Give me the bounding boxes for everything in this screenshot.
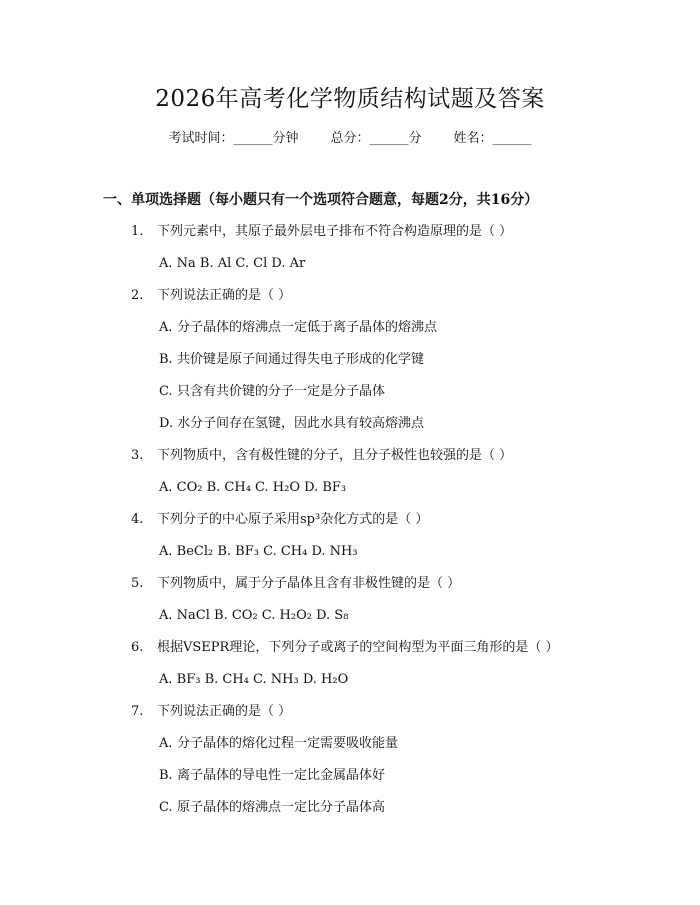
question-number: 7.	[131, 704, 144, 719]
question-text: 下列分子的中心原子采用sp³杂化方式的是（ ）	[157, 512, 429, 527]
question-text: 下列说法正确的是（ ）	[157, 288, 292, 303]
option-label: D.	[159, 416, 174, 431]
option-text: 共价键是原子间通过得失电子形成的化学键	[177, 352, 425, 367]
question-4	[131, 510, 428, 530]
exam-time-field: 考试时间：______分钟	[168, 131, 299, 146]
exam-info-line	[0, 129, 700, 149]
question-2	[131, 286, 291, 306]
option-label: A.	[159, 320, 173, 335]
question-5	[131, 574, 460, 594]
option-text: 只含有共价键的分子一定是分子晶体	[177, 384, 386, 399]
question-number: 3.	[131, 448, 144, 463]
question-6	[131, 638, 558, 658]
question-3-options: A. CO₂ B. CH₄ C. H₂O D. BF₃	[159, 480, 347, 495]
option-label: C.	[159, 384, 173, 399]
student-name-field: 姓名：______	[453, 131, 532, 146]
question-text: 下列说法正确的是（ ）	[157, 704, 292, 719]
option-text: 原子晶体的熔沸点一定比分子晶体高	[177, 800, 386, 815]
question-number: 6.	[131, 640, 144, 655]
question-text: 根据VSEPR理论，下列分子或离子的空间构型为平面三角形的是（ ）	[157, 640, 559, 655]
question-number: 2.	[131, 288, 144, 303]
option-label: A.	[159, 736, 173, 751]
question-number: 1.	[131, 224, 144, 239]
total-score-field: 总分：______分	[330, 131, 422, 146]
question-2-option-d	[159, 414, 424, 434]
option-text: 分子晶体的熔化过程一定需要吸收能量	[177, 736, 399, 751]
question-2-option-b	[159, 350, 424, 370]
option-text: 分子晶体的熔沸点一定低于离子晶体的熔沸点	[177, 320, 438, 335]
question-text: 下列元素中，其原子最外层电子排布不符合构造原理的是（ ）	[157, 224, 513, 239]
option-label: B.	[159, 768, 173, 783]
question-7	[131, 702, 291, 722]
question-number: 5.	[131, 576, 144, 591]
question-1-options: A. Na B. Al C. Cl D. Ar	[159, 256, 306, 271]
question-7-option-b	[159, 766, 385, 786]
question-2-option-c	[159, 382, 385, 402]
question-7-option-c	[159, 798, 385, 818]
question-4-options: A. BeCl₂ B. BF₃ C. CH₄ D. NH₃	[159, 544, 358, 559]
question-6-options: A. BF₃ B. CH₄ C. NH₃ D. H₂O	[159, 672, 349, 687]
option-text: 水分子间存在氢键，因此水具有较高熔沸点	[177, 416, 425, 431]
question-number: 4.	[131, 512, 144, 527]
option-label: B.	[159, 352, 173, 367]
question-text: 下列物质中，属于分子晶体且含有非极性键的是（ ）	[157, 576, 461, 591]
option-label: C.	[159, 800, 173, 815]
question-text: 下列物质中，含有极性键的分子，且分子极性也较强的是（ ）	[157, 448, 513, 463]
section-heading: 一、单项选择题（每小题只有一个选项符合题意，每题2分，共16分）	[103, 192, 539, 208]
option-text: 离子晶体的导电性一定比金属晶体好	[177, 768, 386, 783]
question-2-option-a	[159, 318, 437, 338]
question-5-options: A. NaCl B. CO₂ C. H₂O₂ D. S₈	[159, 608, 349, 623]
question-3	[131, 446, 512, 466]
question-1	[131, 222, 512, 242]
question-7-option-a	[159, 734, 398, 754]
page-title: 2026年高考化学物质结构试题及答案	[155, 86, 545, 112]
